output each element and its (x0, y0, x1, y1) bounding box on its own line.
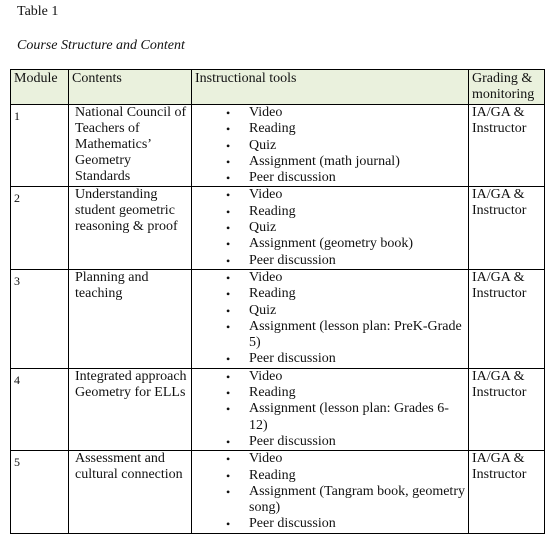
tool-label: Quiz (249, 220, 277, 236)
column-header-contents: Contents (69, 70, 192, 105)
bullet-icon: • (226, 138, 231, 153)
bullet-icon: • (226, 386, 231, 401)
column-header-grading-monitoring: Grading & monitoring (469, 70, 545, 105)
tools-list (195, 270, 465, 368)
tools-list (195, 451, 465, 532)
list-item (195, 434, 465, 450)
bullet-icon: • (226, 369, 231, 384)
contents-cell: Planning and teaching (69, 269, 192, 368)
bullet-icon: • (226, 188, 231, 203)
bullet-icon: • (226, 154, 231, 169)
contents-cell: National Council of Teachers of Mathematics’ Geometry Standards (69, 105, 192, 187)
module-cell: 3 (11, 269, 69, 368)
bullet-icon: • (226, 221, 231, 236)
module-cell: 5 (11, 451, 69, 534)
tool-label: Reading (249, 203, 296, 219)
module-cell: 2 (11, 187, 69, 269)
list-item (195, 385, 465, 401)
tool-label: Assignment (lesson plan: PreK-Grade 5) (249, 318, 462, 351)
list-item (195, 319, 465, 352)
grading-cell: IA/GA & Instructor (469, 187, 545, 269)
instructional-tools-cell (192, 187, 469, 269)
list-item (195, 138, 465, 154)
table-row (11, 269, 545, 368)
tool-label: Video (249, 368, 283, 384)
tool-label: Video (249, 451, 283, 467)
tool-label: Video (249, 269, 283, 285)
tool-label: Video (249, 187, 283, 203)
table-body (11, 105, 545, 534)
tool-label: Assignment (lesson plan: Grades 6-12) (249, 401, 449, 433)
list-item (195, 121, 465, 137)
list-item (195, 351, 465, 367)
list-item (195, 220, 465, 236)
tool-label: Reading (249, 286, 296, 302)
list-item (195, 401, 465, 434)
grading-cell: IA/GA & Instructor (469, 368, 545, 450)
bullet-icon: • (226, 287, 231, 302)
column-header-module: Module (11, 70, 69, 105)
list-item (195, 270, 465, 286)
list-item (195, 468, 465, 484)
contents-cell: Assessment and cultural connection (69, 451, 192, 534)
bullet-icon: • (226, 402, 231, 417)
bullet-icon: • (226, 319, 231, 334)
grading-cell: IA/GA & Instructor (469, 105, 545, 187)
bullet-icon: • (226, 106, 231, 120)
module-cell: 4 (11, 368, 69, 450)
contents-cell: Integrated approach Geometry for ELLs (69, 368, 192, 450)
list-item (195, 516, 465, 532)
table-row (11, 451, 545, 534)
grading-cell: IA/GA & Instructor (469, 269, 545, 368)
tool-label: Peer discussion (249, 170, 336, 186)
tool-label: Quiz (249, 302, 277, 318)
bullet-icon: • (226, 253, 231, 268)
instructional-tools-cell (192, 451, 469, 534)
bullet-icon: • (226, 204, 231, 219)
tool-label: Assignment (geometry book) (249, 236, 414, 252)
tool-label: Peer discussion (249, 516, 336, 532)
table-row (11, 187, 545, 269)
bullet-icon: • (226, 270, 231, 285)
table-number: Table 1 (17, 4, 59, 19)
list-item (195, 154, 465, 170)
bullet-icon: • (226, 122, 231, 137)
bullet-icon: • (226, 452, 231, 467)
bullet-icon: • (226, 171, 231, 186)
list-item (195, 204, 465, 220)
table-row (11, 368, 545, 450)
course-structure-table (10, 69, 545, 534)
list-item (195, 451, 465, 467)
list-item (195, 236, 465, 252)
bullet-icon: • (226, 468, 231, 483)
list-item (195, 187, 465, 203)
tool-label: Peer discussion (249, 433, 336, 449)
column-header-instructional-tools: Instructional tools (192, 70, 469, 105)
instructional-tools-cell (192, 105, 469, 187)
bullet-icon: • (226, 352, 231, 367)
list-item (195, 369, 465, 385)
table-row (11, 105, 545, 187)
tool-label: Assignment (Tangram book, geometry song) (249, 483, 465, 516)
tools-list (195, 369, 465, 450)
tool-label: Reading (249, 467, 296, 483)
grading-cell: IA/GA & Instructor (469, 451, 545, 534)
module-cell: 1 (11, 105, 69, 187)
tool-label: Peer discussion (249, 252, 336, 268)
bullet-icon: • (226, 303, 231, 318)
contents-cell: Understanding student geometric reasoning & proof (69, 187, 192, 269)
list-item (195, 253, 465, 269)
list-item (195, 303, 465, 319)
instructional-tools-cell (192, 368, 469, 450)
tools-list (195, 187, 465, 268)
tool-label: Video (249, 105, 283, 120)
bullet-icon: • (226, 237, 231, 252)
instructional-tools-cell (192, 269, 469, 368)
list-item (195, 170, 465, 186)
bullet-icon: • (226, 517, 231, 532)
tool-label: Reading (249, 385, 296, 401)
bullet-icon: • (226, 434, 231, 449)
tool-label: Quiz (249, 137, 277, 153)
header-row (11, 70, 545, 105)
bullet-icon: • (226, 484, 231, 499)
list-item (195, 484, 465, 517)
tool-label: Peer discussion (249, 351, 336, 367)
table-caption: Course Structure and Content (17, 38, 185, 53)
tool-label: Assignment (math journal) (249, 153, 400, 169)
tools-list (195, 105, 465, 186)
tool-label: Reading (249, 121, 296, 137)
list-item (195, 105, 465, 121)
list-item (195, 286, 465, 302)
